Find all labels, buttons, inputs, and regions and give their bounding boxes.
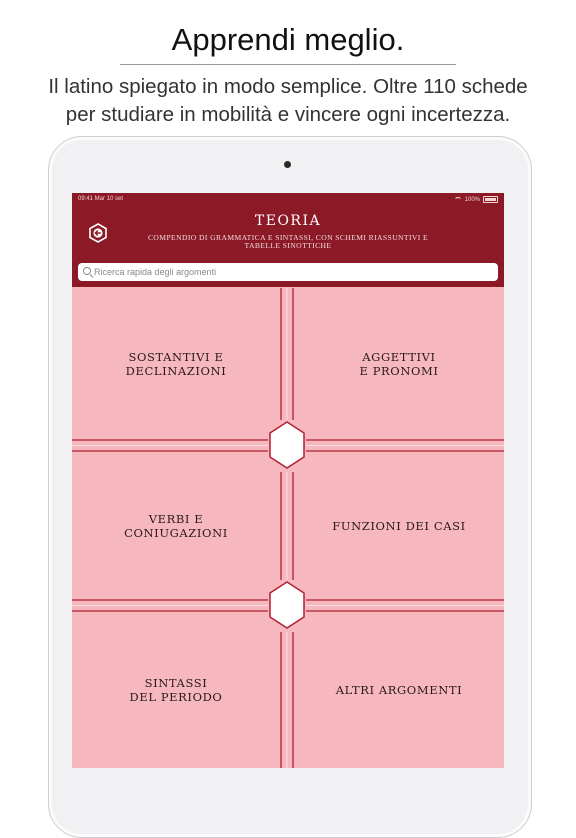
tile-label: VERBI E CONIUGAZIONI [124, 511, 228, 540]
camera-dot [284, 161, 291, 168]
page-title: TEORIA [254, 213, 322, 229]
page-subtitle: COMPENDIO DI GRAMMATICA E SINTASSI, CON SCHEMI RIASSUNTIVI E TABELLE SINOTTICHE [147, 233, 429, 250]
marketing-headline: Apprendi meglio. [171, 22, 405, 57]
wifi-icon [454, 197, 462, 202]
app-header [72, 193, 504, 287]
battery-percent: 100% [464, 197, 480, 204]
tile-label: FUNZIONI DEI CASI [332, 518, 466, 533]
tile-label: SOSTANTIVI E DECLINAZIONI [125, 350, 227, 378]
search-input[interactable] [94, 263, 492, 281]
subline-line-2: per studiare in mobilità e vincere ogni incertezza. [65, 103, 511, 126]
app-screen [72, 193, 504, 768]
status-time: 09:41 Mar 10 set [78, 196, 124, 202]
search-bar[interactable] [78, 263, 498, 281]
headline-divider [120, 64, 456, 65]
tile-label: ALTRI ARGOMENTI [335, 682, 463, 697]
tile-label: AGGETTIVI E PRONOMI [359, 350, 439, 378]
search-icon [83, 267, 91, 275]
tile-aggettivi-pronomi[interactable] [294, 288, 504, 440]
tile-verbi-coniugazioni[interactable] [72, 451, 280, 600]
tile-funzioni-dei-casi[interactable] [294, 451, 504, 600]
subline-line-1: Il latino spiegato in modo semplice. Oltre 110 schede [48, 75, 528, 98]
tile-label: SINTASSI DEL PERIODO [129, 675, 223, 704]
battery-icon [483, 196, 498, 203]
marketing-subline [0, 73, 576, 129]
tile-altri-argomenti[interactable] [294, 611, 504, 768]
tile-sostantivi-declinazioni[interactable] [72, 288, 280, 440]
status-right [454, 196, 498, 203]
status-bar [78, 196, 498, 206]
tile-sintassi-del-periodo[interactable] [72, 611, 280, 768]
